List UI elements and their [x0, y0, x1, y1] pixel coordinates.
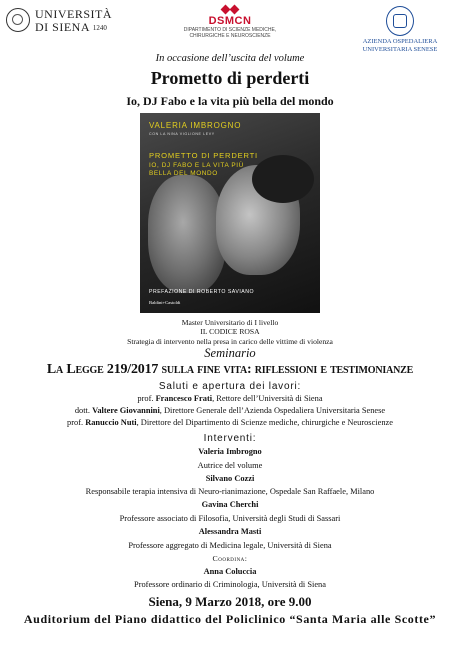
speaker-name: Gavina Cherchi [201, 500, 259, 509]
speaker-role: Autrice del volume [197, 461, 263, 470]
speaker-role: Responsabile terapia intensiva di Neuro-rianimazione, Ospedale San Raffaele, Milano [85, 487, 375, 496]
greeting-item: prof. Ranuccio Nuti, Direttore del Dipartimento di Scienze mediche, chirurgiche e Neuroscienze [67, 418, 393, 427]
unisi-year: 1240 [92, 24, 107, 32]
speaker-role: Professore aggregato di Medicina legale, Università di Siena [128, 541, 332, 550]
unisi-seal-icon [6, 8, 30, 32]
aou-name-line1: AZIENDA OSPEDALIERA [362, 38, 438, 45]
event-venue: Auditorium del Piano didattico del Policlinico “Santa Maria alle Scotte” [23, 612, 437, 626]
speaker-name: Alessandra Masti [198, 527, 262, 536]
aou-name-line2: UNIVERSITARIA SENESE [362, 46, 438, 53]
dsmcn-logo [180, 6, 280, 39]
master-info [0, 318, 460, 346]
dsmcn-logo-text: DSMCN [208, 15, 252, 27]
speaker-name: Silvano Cozzi [205, 474, 255, 483]
book-subtitle: Io, DJ Fabo e la vita più bella del mondo [126, 94, 334, 108]
coordinator-name: Anna Coluccia [203, 567, 257, 576]
cover-title: PROMETTO DI PERDERTI [149, 151, 258, 160]
book-cover-image [140, 113, 320, 313]
speaker-name: Valeria Imbrogno [198, 447, 262, 456]
speaker-role: Professore associato di Filosofia, Università degli Studi di Sassari [119, 514, 341, 523]
dsmcn-department: DIPARTIMENTO DI SCIENZE MEDICHE, CHIRURGICHE E NEUROSCIENZE [183, 27, 277, 39]
dsmcn-mark-icon [219, 6, 241, 15]
greeting-item: prof. Francesco Frati, Rettore dell’Università di Siena [137, 394, 323, 403]
unisi-name-line1: UNIVERSITÀ [35, 7, 112, 21]
cover-coauthor: CON LA NINA VIGLIONE LEVY [149, 132, 215, 136]
cover-author: VALERIA IMBROGNO [149, 121, 242, 130]
master-line1: Master Universitario di I livello [181, 318, 279, 327]
speakers-heading: Interventi: [203, 433, 257, 444]
cover-preface: PREFAZIONE DI ROBERTO SAVIANO [149, 289, 255, 295]
cover-subtitle: IO, DJ FABO E LA VITA PIÙ BELLA DEL MONDO [149, 162, 244, 177]
coordinator-label: Coordina: [212, 554, 248, 563]
book-title: Prometto di perderti [150, 68, 310, 88]
unisi-name-line2: DI SIENA [35, 20, 90, 34]
cover-photo-man [148, 175, 226, 293]
seminar-label: Seminario [204, 346, 256, 360]
coordinator-role: Professore ordinario di Criminologia, Università di Siena [134, 580, 326, 589]
master-line3: Strategia di intervento nella presa in carico delle vittime di violenza [127, 336, 333, 346]
unisi-logo [6, 8, 112, 35]
greeting-item: dott. Valtere Giovannini, Direttore Generale dell’Azienda Ospedaliera Universitaria Senese [74, 406, 386, 415]
aou-logo [344, 6, 456, 54]
event-date: Siena, 9 Marzo 2018, ore 9.00 [148, 594, 312, 609]
cover-photo-hair [252, 155, 314, 203]
aou-crest-icon [386, 6, 414, 36]
greetings-heading: Saluti e apertura dei lavori: [158, 381, 302, 392]
master-line2: IL CODICE ROSA [200, 327, 260, 337]
header [0, 0, 460, 58]
seminar-title: La Legge 219/2017 sulla fine vita: riflessioni e testimonianze [46, 362, 414, 377]
cover-publisher: Baldini+Castoldi [149, 300, 181, 305]
intro-line: In occasione dell’uscita del volume [155, 53, 305, 64]
